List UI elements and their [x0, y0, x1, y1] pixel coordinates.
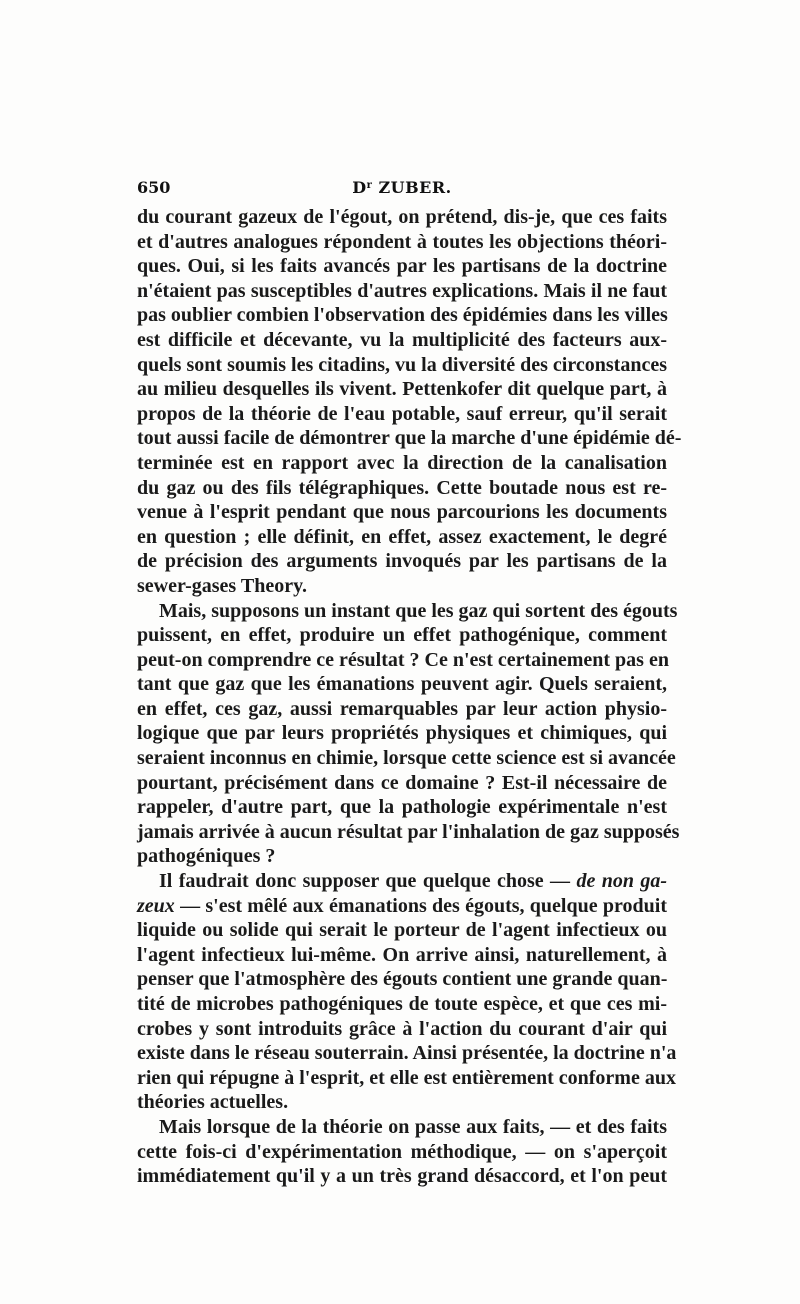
text-line: en question ; elle définit, en effet, assez exactement, le degré: [137, 525, 667, 548]
italic-text: de non ga-: [576, 870, 667, 893]
text-line: immédiatement qu'il y a un très grand désaccord, et l'on peut: [137, 1165, 667, 1188]
text-run: — s'est mêlé aux émanations des égouts, quelque produit: [174, 894, 667, 917]
page-header: [137, 178, 667, 202]
text-line: Mais, supposons un instant que les gaz qui sortent des égouts: [159, 599, 678, 622]
text-line: de précision des arguments invoqués par les partisans de la: [137, 550, 667, 573]
running-head-name: ZUBER.: [372, 178, 452, 197]
text-line: crobes y sont introduits grâce à l'action du courant d'air qui: [137, 1017, 667, 1040]
text-line: pathogéniques ?: [137, 845, 276, 868]
text-line: au milieu desquelles ils vivent. Pettenkofer dit quelque part, à: [137, 378, 667, 401]
text-line: [137, 894, 667, 919]
text-line: propos de la théorie de l'eau potable, sauf erreur, qu'il serait: [137, 402, 667, 425]
italic-text: zeux: [137, 894, 175, 917]
text-line: tant que gaz que les émanations peuvent agir. Quels seraient,: [137, 673, 667, 696]
body-text: [137, 205, 682, 1189]
text-line: liquide ou solide qui serait le porteur de l'agent infectieux ou: [137, 919, 667, 942]
text-line: tout aussi facile de démontrer que la marche d'une épidémie dé-: [137, 427, 682, 450]
text-line: du courant gazeux de l'égout, on prétend, dis-je, que ces faits: [137, 206, 667, 228]
text-line: et d'autres analogues répondent à toutes les objections théori-: [137, 230, 667, 253]
running-head-prefix: D: [352, 178, 367, 197]
text-line: venue à l'esprit pendant que nous parcourions les documents: [137, 501, 667, 524]
text-line: tité de microbes pathogéniques de toute espèce, et que ces mi-: [137, 993, 667, 1015]
paragraph-1: [137, 205, 682, 599]
text-line: peut-on comprendre ce résultat ? Ce n'est certainement pas en: [137, 648, 669, 671]
text-line: logique que par leurs propriétés physiques et chimiques, qui: [137, 722, 667, 745]
text-line: rappeler, d'autre part, que la pathologie expérimentale n'est: [137, 796, 667, 819]
text-line: rien qui répugne à l'esprit, et elle est entièrement conforme aux: [137, 1066, 676, 1089]
paragraph-4: [137, 1115, 667, 1189]
text-line: [137, 869, 667, 894]
text-line: cette fois-ci d'expérimentation méthodique, — on s'aperçoit: [137, 1140, 667, 1163]
running-head: [137, 178, 667, 197]
running-head-sup: r: [366, 180, 373, 191]
text-line: pourtant, précisément dans ce domaine ? Est-il nécessaire de: [137, 771, 667, 794]
text-line: du gaz ou des fils télégraphiques. Cette boutade nous est re-: [137, 476, 667, 499]
text-line: penser que l'atmosphère des égouts contient une grande quan-: [137, 968, 668, 991]
text-line: est difficile et décevante, vu la multiplicité des facteurs aux-: [137, 328, 667, 351]
text-line: jamais arrivée à aucun résultat par l'inhalation de gaz supposés: [137, 820, 680, 843]
text-run: Il faudrait donc supposer que quelque chose —: [159, 870, 577, 893]
paragraph-3: [137, 869, 677, 1115]
paragraph-2: [137, 599, 680, 870]
text-line: en effet, ces gaz, aussi remarquables par leur action physio-: [137, 697, 667, 720]
text-line: existe dans le réseau souterrain. Ainsi présentée, la doctrine n'a: [137, 1042, 677, 1065]
page-number: 650: [137, 178, 171, 197]
text-line: ques. Oui, si les faits avancés par les partisans de la doctrine: [137, 255, 667, 278]
text-line: sewer-gases Theory.: [137, 574, 307, 597]
text-line: théories actuelles.: [137, 1091, 289, 1114]
text-line: pas oublier combien l'observation des épidémies dans les villes: [137, 304, 668, 327]
text-line: quels sont soumis les citadins, vu la diversité des circonstances: [137, 353, 667, 376]
text-line: n'étaient pas susceptibles d'autres explications. Mais il ne faut: [137, 279, 667, 302]
text-line: terminée est en rapport avec la direction de la canalisation: [137, 451, 667, 474]
text-line: l'agent infectieux lui-même. On arrive ainsi, naturellement, à: [137, 943, 667, 966]
text-line: puissent, en effet, produire un effet pathogénique, comment: [137, 624, 667, 647]
text-line: Mais lorsque de la théorie on passe aux faits, — et des faits: [159, 1115, 667, 1138]
text-line: seraient inconnus en chimie, lorsque cette science est si avancée: [137, 747, 676, 770]
